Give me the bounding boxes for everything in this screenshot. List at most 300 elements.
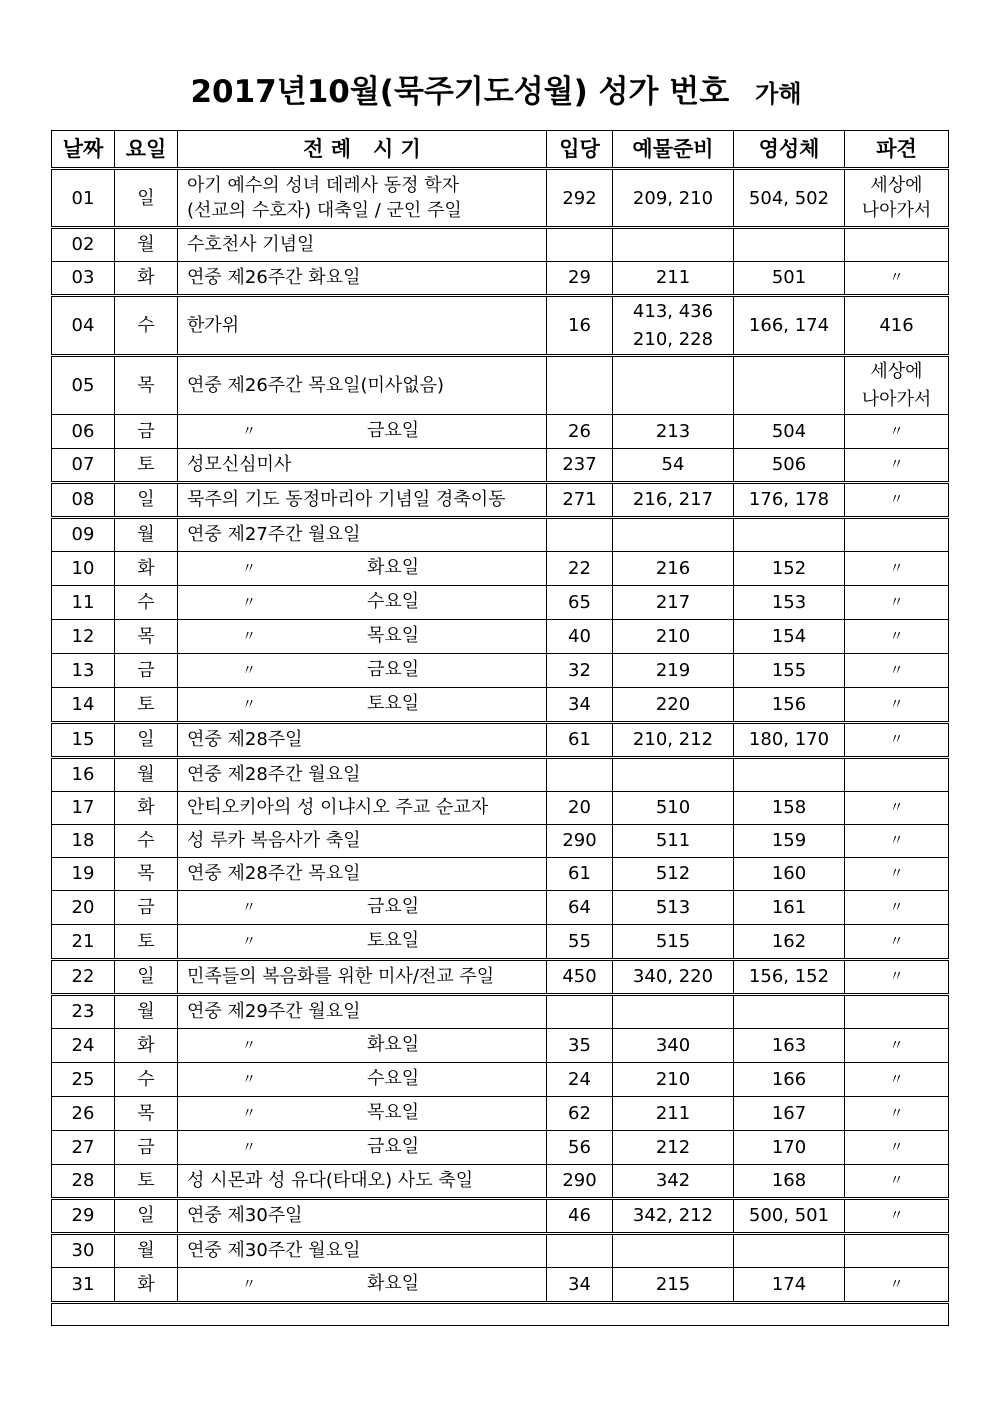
entrance-cell: 64 — [547, 891, 613, 925]
table-row — [52, 296, 949, 356]
liturgy-cell — [178, 654, 547, 688]
footer-empty-cell — [52, 1303, 949, 1326]
date-cell: 08 — [52, 483, 115, 518]
entrance-cell: 32 — [547, 654, 613, 688]
offertory-line: 216 — [655, 557, 691, 579]
table-row — [52, 688, 949, 723]
table-row — [52, 449, 949, 483]
table-row — [52, 620, 949, 654]
entrance-cell: 46 — [547, 1199, 613, 1234]
offertory-line: 217 — [655, 591, 691, 613]
date-cell: 19 — [52, 858, 115, 891]
table-row — [52, 995, 949, 1029]
liturgy-cell — [178, 891, 547, 925]
offertory-cell — [613, 296, 734, 356]
entrance-cell: 271 — [547, 483, 613, 518]
offertory-cell — [613, 960, 734, 995]
offertory-cell — [613, 1165, 734, 1199]
entrance-cell — [547, 356, 613, 415]
table-row — [52, 792, 949, 825]
dismissal-line: 〃 — [889, 628, 904, 645]
day-cell: 목 — [115, 356, 178, 415]
table-row — [52, 518, 949, 552]
day-cell: 화 — [115, 1268, 178, 1303]
dismissal-cell — [845, 1165, 949, 1199]
liturgy-cell — [178, 415, 547, 449]
offertory-cell — [613, 1268, 734, 1303]
entrance-cell: 56 — [547, 1131, 613, 1165]
offertory-cell — [613, 262, 734, 296]
entrance-cell: 290 — [547, 825, 613, 858]
offertory-line: 219 — [655, 659, 691, 681]
dismissal-line: 〃 — [889, 866, 904, 882]
day-cell: 수 — [115, 1063, 178, 1097]
dismissal-cell — [845, 723, 949, 758]
communion-cell — [734, 995, 845, 1029]
weekday-label: 수요일 — [367, 591, 420, 612]
date-cell: 07 — [52, 449, 115, 483]
ditto-mark: 〃 — [242, 1038, 256, 1054]
offertory-cell — [613, 586, 734, 620]
day-cell: 토 — [115, 1165, 178, 1199]
table-row — [52, 1268, 949, 1303]
offertory-line: 215 — [655, 1273, 691, 1295]
dismissal-cell — [845, 552, 949, 586]
ditto-mark: 〃 — [242, 1072, 256, 1088]
day-cell: 목 — [115, 1097, 178, 1131]
date-cell: 10 — [52, 552, 115, 586]
entrance-cell — [547, 995, 613, 1029]
dismissal-line: 〃 — [889, 662, 904, 679]
day-cell: 목 — [115, 620, 178, 654]
communion-cell — [734, 518, 845, 552]
date-cell: 25 — [52, 1063, 115, 1097]
communion-cell: 152 — [734, 552, 845, 586]
dismissal-cell — [845, 995, 949, 1029]
ditto-mark: 〃 — [242, 424, 256, 440]
dismissal-line: 〃 — [889, 560, 904, 577]
table-row — [52, 1234, 949, 1268]
liturgy-cell: 수호천사 기념일 — [178, 228, 547, 262]
weekday-label: 목요일 — [367, 1102, 420, 1123]
liturgy-cell: 묵주의 기도 동정마리아 기념일 경축이동 — [178, 483, 547, 518]
page-title — [0, 66, 992, 111]
dismissal-cell — [845, 688, 949, 723]
day-cell: 금 — [115, 654, 178, 688]
dismissal-cell — [845, 1131, 949, 1165]
communion-cell: 166, 174 — [734, 296, 845, 356]
title-main: 10월(묵주기도성월) 성가 번호 — [306, 74, 730, 110]
day-cell: 월 — [115, 1234, 178, 1268]
offertory-line: 511 — [655, 830, 691, 851]
date-cell: 28 — [52, 1165, 115, 1199]
table-row — [52, 586, 949, 620]
liturgy-cell — [178, 925, 547, 960]
offertory-line: 210 — [655, 1068, 691, 1090]
dismissal-line: 〃 — [889, 969, 904, 985]
communion-cell: 155 — [734, 654, 845, 688]
offertory-line: 211 — [655, 1102, 691, 1124]
offertory-line: 340, 220 — [632, 966, 714, 987]
liturgy-cell: 연중 제26주간 화요일 — [178, 262, 547, 296]
date-cell: 17 — [52, 792, 115, 825]
date-cell: 13 — [52, 654, 115, 688]
entrance-cell: 22 — [547, 552, 613, 586]
dismissal-cell — [845, 169, 949, 228]
liturgy-cell: 연중 제30주간 월요일 — [178, 1234, 547, 1268]
offertory-cell — [613, 995, 734, 1029]
liturgy-cell: 한가위 — [178, 296, 547, 356]
weekday-label: 금요일 — [367, 420, 420, 441]
entrance-cell: 290 — [547, 1165, 613, 1199]
header-entrance: 입당 — [547, 131, 613, 169]
dismissal-line: 나아가서 — [861, 388, 932, 410]
entrance-cell: 20 — [547, 792, 613, 825]
offertory-cell — [613, 356, 734, 415]
offertory-cell — [613, 620, 734, 654]
entrance-cell — [547, 1234, 613, 1268]
table-row — [52, 758, 949, 792]
table-row — [52, 891, 949, 925]
dismissal-cell — [845, 1199, 949, 1234]
dismissal-line: 〃 — [889, 899, 904, 916]
communion-cell: 156 — [734, 688, 845, 723]
liturgy-cell — [178, 169, 547, 228]
weekday-label: 금요일 — [367, 1136, 420, 1157]
offertory-cell — [613, 825, 734, 858]
communion-cell — [734, 758, 845, 792]
date-cell: 18 — [52, 825, 115, 858]
offertory-cell — [613, 415, 734, 449]
liturgy-cell — [178, 1029, 547, 1063]
offertory-cell — [613, 925, 734, 960]
communion-cell: 180, 170 — [734, 723, 845, 758]
day-cell: 수 — [115, 586, 178, 620]
dismissal-line: 〃 — [889, 492, 904, 508]
offertory-cell — [613, 858, 734, 891]
offertory-cell — [613, 1199, 734, 1234]
header-offertory: 예물준비 — [613, 131, 734, 169]
entrance-cell — [547, 228, 613, 262]
entrance-cell: 62 — [547, 1097, 613, 1131]
dismissal-cell — [845, 1268, 949, 1303]
liturgy-cell — [178, 620, 547, 654]
dismissal-cell — [845, 262, 949, 296]
header-row — [52, 131, 949, 169]
table-row — [52, 960, 949, 995]
offertory-line: 216, 217 — [632, 489, 714, 510]
communion-cell: 504 — [734, 415, 845, 449]
offertory-cell — [613, 688, 734, 723]
date-cell: 09 — [52, 518, 115, 552]
table-row — [52, 483, 949, 518]
entrance-cell: 26 — [547, 415, 613, 449]
entrance-cell: 35 — [547, 1029, 613, 1063]
offertory-cell — [613, 1131, 734, 1165]
date-cell: 24 — [52, 1029, 115, 1063]
day-cell: 월 — [115, 758, 178, 792]
day-cell: 화 — [115, 1029, 178, 1063]
table-row — [52, 858, 949, 891]
ditto-mark: 〃 — [242, 934, 256, 950]
dismissal-cell — [845, 483, 949, 518]
weekday-label: 화요일 — [367, 1273, 420, 1294]
ditto-mark: 〃 — [242, 561, 256, 577]
header-dismissal: 파견 — [845, 131, 949, 169]
offertory-line: 510 — [655, 797, 691, 818]
date-cell: 06 — [52, 415, 115, 449]
table-row — [52, 723, 949, 758]
offertory-line: 210, 212 — [632, 729, 714, 750]
date-cell: 21 — [52, 925, 115, 960]
dismissal-cell — [845, 825, 949, 858]
entrance-cell: 34 — [547, 1268, 613, 1303]
hymn-schedule-table — [51, 130, 949, 1326]
offertory-cell — [613, 1029, 734, 1063]
weekday-label: 금요일 — [367, 896, 420, 917]
date-cell: 14 — [52, 688, 115, 723]
table-row — [52, 415, 949, 449]
communion-cell: 168 — [734, 1165, 845, 1199]
weekday-label: 토요일 — [367, 693, 420, 714]
liturgy-cell — [178, 1097, 547, 1131]
offertory-line: 220 — [655, 693, 691, 715]
communion-cell: 506 — [734, 449, 845, 483]
offertory-line: 342, 212 — [632, 1205, 714, 1226]
date-cell: 12 — [52, 620, 115, 654]
offertory-line: 513 — [655, 896, 691, 918]
liturgy-cell: 연중 제29주간 월요일 — [178, 995, 547, 1029]
entrance-cell: 65 — [547, 586, 613, 620]
date-cell: 04 — [52, 296, 115, 356]
offertory-line: 210 — [655, 625, 691, 647]
day-cell: 화 — [115, 792, 178, 825]
offertory-line: 515 — [655, 930, 691, 952]
dismissal-cell — [845, 1029, 949, 1063]
day-cell: 수 — [115, 825, 178, 858]
dismissal-line: 나아가서 — [861, 200, 932, 221]
dismissal-cell — [845, 654, 949, 688]
weekday-label: 목요일 — [367, 625, 420, 646]
date-cell: 22 — [52, 960, 115, 995]
day-cell: 토 — [115, 925, 178, 960]
entrance-cell: 61 — [547, 858, 613, 891]
dismissal-line: 〃 — [889, 696, 904, 713]
communion-cell: 161 — [734, 891, 845, 925]
day-cell: 토 — [115, 449, 178, 483]
communion-cell: 160 — [734, 858, 845, 891]
dismissal-line: 세상에 — [870, 175, 923, 196]
weekday-label: 금요일 — [367, 659, 420, 680]
liturgy-line: (선교의 수호자) 대축일 / 군인 주일 — [187, 200, 462, 221]
communion-cell: 163 — [734, 1029, 845, 1063]
entrance-cell: 292 — [547, 169, 613, 228]
table-row — [52, 825, 949, 858]
communion-cell: 166 — [734, 1063, 845, 1097]
offertory-cell — [613, 723, 734, 758]
weekday-label: 토요일 — [367, 930, 420, 951]
offertory-line: 213 — [655, 420, 691, 442]
liturgy-cell: 연중 제28주간 목요일 — [178, 858, 547, 891]
dismissal-cell — [845, 228, 949, 262]
header-day: 요일 — [115, 131, 178, 169]
offertory-cell — [613, 169, 734, 228]
offertory-line: 340 — [655, 1034, 691, 1056]
dismissal-line: 〃 — [889, 1208, 904, 1224]
header-date: 날짜 — [52, 131, 115, 169]
table-body — [52, 169, 949, 1303]
entrance-cell: 29 — [547, 262, 613, 296]
day-cell: 금 — [115, 415, 178, 449]
dismissal-line: 〃 — [889, 1139, 904, 1156]
date-cell: 03 — [52, 262, 115, 296]
day-cell: 일 — [115, 723, 178, 758]
offertory-cell — [613, 792, 734, 825]
day-cell: 월 — [115, 228, 178, 262]
dismissal-cell — [845, 356, 949, 415]
communion-cell: 501 — [734, 262, 845, 296]
dismissal-line: 〃 — [889, 833, 904, 849]
communion-cell: 154 — [734, 620, 845, 654]
weekday-label: 화요일 — [367, 557, 420, 578]
communion-cell: 156, 152 — [734, 960, 845, 995]
day-cell: 월 — [115, 995, 178, 1029]
offertory-cell — [613, 228, 734, 262]
dismissal-cell — [845, 758, 949, 792]
liturgy-cell: 성 루카 복음사가 축일 — [178, 825, 547, 858]
table-row — [52, 228, 949, 262]
communion-cell — [734, 356, 845, 415]
table-row — [52, 654, 949, 688]
offertory-cell — [613, 758, 734, 792]
table-row — [52, 169, 949, 228]
offertory-cell — [613, 891, 734, 925]
dismissal-line: 세상에 — [870, 360, 923, 382]
offertory-cell — [613, 449, 734, 483]
date-cell: 15 — [52, 723, 115, 758]
liturgy-line: 아기 예수의 성녀 데레사 동정 학자 — [187, 175, 460, 196]
ditto-mark: 〃 — [242, 663, 256, 679]
day-cell: 일 — [115, 960, 178, 995]
offertory-line: 210, 228 — [632, 328, 714, 350]
communion-cell: 170 — [734, 1131, 845, 1165]
ditto-mark: 〃 — [242, 1106, 256, 1122]
liturgy-cell: 성 시몬과 성 유다(타대오) 사도 축일 — [178, 1165, 547, 1199]
day-cell: 월 — [115, 518, 178, 552]
table-row — [52, 262, 949, 296]
communion-cell: 162 — [734, 925, 845, 960]
title-sub: 가해 — [755, 80, 802, 108]
date-cell: 30 — [52, 1234, 115, 1268]
dismissal-line: 〃 — [889, 1276, 904, 1293]
communion-cell: 158 — [734, 792, 845, 825]
table-row — [52, 925, 949, 960]
entrance-cell: 55 — [547, 925, 613, 960]
liturgy-cell: 연중 제26주간 목요일(미사없음) — [178, 356, 547, 415]
day-cell: 금 — [115, 891, 178, 925]
offertory-line: 209, 210 — [632, 187, 714, 209]
day-cell: 토 — [115, 688, 178, 723]
dismissal-line: 〃 — [889, 1173, 904, 1189]
dismissal-cell — [845, 415, 949, 449]
date-cell: 20 — [52, 891, 115, 925]
entrance-cell: 40 — [547, 620, 613, 654]
offertory-cell — [613, 1097, 734, 1131]
entrance-cell: 61 — [547, 723, 613, 758]
liturgy-cell: 민족들의 복음화를 위한 미사/전교 주일 — [178, 960, 547, 995]
liturgy-cell — [178, 1268, 547, 1303]
dismissal-line: 〃 — [889, 423, 904, 440]
communion-cell: 176, 178 — [734, 483, 845, 518]
title-year: 2017년 — [190, 74, 307, 110]
offertory-cell — [613, 552, 734, 586]
weekday-label: 화요일 — [367, 1034, 420, 1055]
offertory-cell — [613, 1234, 734, 1268]
communion-cell: 167 — [734, 1097, 845, 1131]
dismissal-line: 〃 — [889, 457, 904, 473]
weekday-label: 수요일 — [367, 1068, 420, 1089]
entrance-cell — [547, 518, 613, 552]
liturgy-cell: 안티오키아의 성 이냐시오 주교 순교자 — [178, 792, 547, 825]
communion-cell: 174 — [734, 1268, 845, 1303]
dismissal-cell — [845, 296, 949, 356]
ditto-mark: 〃 — [242, 595, 256, 611]
dismissal-cell — [845, 1234, 949, 1268]
liturgy-cell — [178, 1131, 547, 1165]
entrance-cell: 16 — [547, 296, 613, 356]
dismissal-cell — [845, 858, 949, 891]
liturgy-cell — [178, 552, 547, 586]
table-row — [52, 1063, 949, 1097]
entrance-cell: 24 — [547, 1063, 613, 1097]
date-cell: 26 — [52, 1097, 115, 1131]
communion-cell: 159 — [734, 825, 845, 858]
offertory-cell — [613, 518, 734, 552]
liturgy-cell — [178, 688, 547, 723]
table-row — [52, 1165, 949, 1199]
day-cell: 목 — [115, 858, 178, 891]
day-cell: 화 — [115, 552, 178, 586]
liturgy-cell: 연중 제27주간 월요일 — [178, 518, 547, 552]
date-cell: 16 — [52, 758, 115, 792]
ditto-mark: 〃 — [242, 1277, 256, 1293]
ditto-mark: 〃 — [242, 697, 256, 713]
communion-cell: 153 — [734, 586, 845, 620]
date-cell: 29 — [52, 1199, 115, 1234]
liturgy-cell: 연중 제28주일 — [178, 723, 547, 758]
entrance-cell: 34 — [547, 688, 613, 723]
dismissal-line: 〃 — [889, 732, 904, 748]
liturgy-cell — [178, 1063, 547, 1097]
dismissal-cell — [845, 586, 949, 620]
liturgy-cell — [178, 586, 547, 620]
day-cell: 화 — [115, 262, 178, 296]
table-row — [52, 1131, 949, 1165]
day-cell: 일 — [115, 1199, 178, 1234]
offertory-line: 413, 436 — [632, 300, 714, 322]
footer-empty-row — [52, 1303, 949, 1326]
offertory-cell — [613, 483, 734, 518]
date-cell: 31 — [52, 1268, 115, 1303]
dismissal-line: 〃 — [889, 270, 904, 286]
entrance-cell: 450 — [547, 960, 613, 995]
dismissal-cell — [845, 449, 949, 483]
dismissal-cell — [845, 960, 949, 995]
date-cell: 27 — [52, 1131, 115, 1165]
ditto-mark: 〃 — [242, 1140, 256, 1156]
entrance-cell: 237 — [547, 449, 613, 483]
liturgy-cell: 연중 제28주간 월요일 — [178, 758, 547, 792]
